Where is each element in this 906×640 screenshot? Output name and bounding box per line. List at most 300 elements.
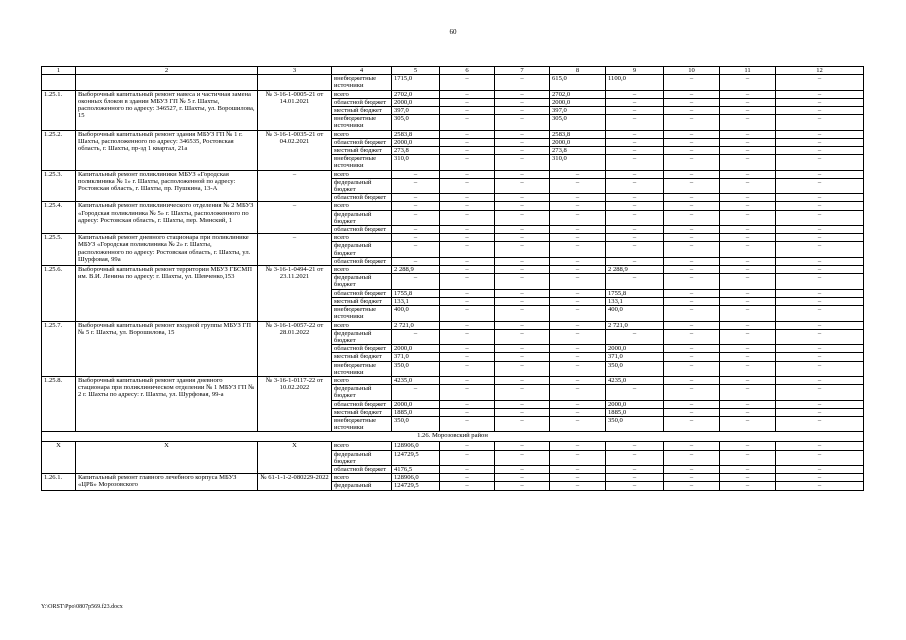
value-cell: – xyxy=(720,376,776,384)
value-cell: – xyxy=(495,226,550,234)
value-cell: – xyxy=(550,178,606,193)
value-cell: – xyxy=(720,226,776,234)
value-cell: – xyxy=(550,257,606,265)
value-cell: – xyxy=(550,345,606,353)
value-cell: 1100,0 xyxy=(606,75,664,90)
item-description: Выборочный капитальный ремонт входной группы МБУЗ ГП № 5 г. Шахты, ул. Ворошилова, 15 xyxy=(76,321,258,376)
value-cell: – xyxy=(776,376,864,384)
funding-source: всего xyxy=(332,234,392,242)
value-cell: – xyxy=(440,465,495,473)
value-cell: – xyxy=(495,90,550,98)
value-cell: – xyxy=(776,107,864,115)
value-cell: – xyxy=(776,98,864,106)
value-cell: – xyxy=(606,226,664,234)
table-row xyxy=(42,90,864,98)
value-cell: – xyxy=(606,130,664,138)
value-cell: – xyxy=(495,321,550,329)
value-cell: – xyxy=(664,465,720,473)
value-cell: – xyxy=(550,321,606,329)
funding-source: внебюджетные источники xyxy=(332,416,392,431)
value-cell: – xyxy=(550,482,606,490)
value-cell: – xyxy=(720,194,776,202)
column-number: 6 xyxy=(440,67,495,75)
value-cell: – xyxy=(440,408,495,416)
funding-source: всего xyxy=(332,474,392,482)
value-cell: – xyxy=(720,353,776,361)
value-cell: – xyxy=(664,107,720,115)
value-cell: – xyxy=(664,306,720,321)
value-cell: – xyxy=(440,376,495,384)
value-cell: – xyxy=(392,329,440,344)
funding-source: федеральный бюджет xyxy=(332,274,392,289)
value-cell: – xyxy=(664,345,720,353)
value-cell: – xyxy=(440,257,495,265)
value-cell: – xyxy=(495,289,550,297)
item-description: Х xyxy=(76,442,258,474)
value-cell: 2 721,0 xyxy=(606,321,664,329)
column-number: 4 xyxy=(332,67,392,75)
value-cell: 305,0 xyxy=(550,115,606,130)
value-cell: – xyxy=(664,385,720,400)
value-cell: – xyxy=(495,147,550,155)
value-cell: – xyxy=(440,321,495,329)
value-cell: – xyxy=(392,178,440,193)
value-cell: – xyxy=(720,482,776,490)
value-cell: – xyxy=(664,400,720,408)
value-cell: – xyxy=(606,90,664,98)
value-cell: – xyxy=(664,257,720,265)
value-cell: 400,0 xyxy=(392,306,440,321)
item-description xyxy=(76,75,258,90)
value-cell: – xyxy=(664,194,720,202)
funding-source: областной бюджет xyxy=(332,400,392,408)
value-cell: – xyxy=(392,210,440,225)
value-cell: – xyxy=(440,450,495,465)
item-description: Выборочный капитальный ремонт территории МБУЗ ГБСМП им. В.И. Ленина по адресу: г. Шахты, ул. Шевченко,153 xyxy=(76,266,258,321)
value-cell: – xyxy=(720,210,776,225)
value-cell: – xyxy=(664,75,720,90)
value-cell: – xyxy=(550,202,606,210)
value-cell: – xyxy=(440,130,495,138)
value-cell: 2 288,9 xyxy=(392,266,440,274)
value-cell: – xyxy=(495,138,550,146)
value-cell: 2000,0 xyxy=(606,345,664,353)
value-cell: – xyxy=(550,194,606,202)
funding-source: внебюджетные источники xyxy=(332,155,392,170)
value-cell: – xyxy=(664,376,720,384)
value-cell: – xyxy=(495,400,550,408)
funding-source: областной бюджет xyxy=(332,257,392,265)
value-cell: – xyxy=(776,297,864,305)
value-cell: – xyxy=(720,257,776,265)
funding-source: всего xyxy=(332,202,392,210)
item-description: Выборочный капитальный ремонт здания дневного стационара при поликлиническом отделении № 1 МБУЗ ГП № 2 г. Шахты по адресу: г. Шахты, ул. Шурфовая, 99-а xyxy=(76,376,258,431)
value-cell: 4235,0 xyxy=(606,376,664,384)
value-cell: – xyxy=(776,155,864,170)
value-cell: 273,8 xyxy=(392,147,440,155)
funding-source: внебюджетные источники xyxy=(332,361,392,376)
value-cell: – xyxy=(720,321,776,329)
value-cell: 2 288,9 xyxy=(606,266,664,274)
value-cell: – xyxy=(392,257,440,265)
funding-source: всего xyxy=(332,90,392,98)
value-cell: – xyxy=(495,257,550,265)
item-number: 1.25.6. xyxy=(42,266,76,321)
value-cell: 615,0 xyxy=(550,75,606,90)
value-cell: – xyxy=(440,329,495,344)
value-cell: – xyxy=(440,297,495,305)
value-cell: – xyxy=(776,329,864,344)
value-cell: – xyxy=(550,450,606,465)
value-cell: – xyxy=(495,306,550,321)
value-cell: – xyxy=(550,465,606,473)
item-number: 1.25.5. xyxy=(42,234,76,266)
value-cell: 128906,0 xyxy=(392,442,440,450)
item-description: Выборочный капитальный ремонт навеса и частичная замена оконных блоков в здании МБУЗ ГП № 5 г. Шахты, расположенного по адресу: 346527, г. Шахты, ул. Ворошилова, 15 xyxy=(76,90,258,130)
value-cell: – xyxy=(440,266,495,274)
funding-source: федеральный xyxy=(332,482,392,490)
value-cell: – xyxy=(550,234,606,242)
value-cell: – xyxy=(495,474,550,482)
value-cell: – xyxy=(550,289,606,297)
value-cell: – xyxy=(776,147,864,155)
value-cell: 2 721,0 xyxy=(392,321,440,329)
value-cell: – xyxy=(440,345,495,353)
value-cell: 1755,8 xyxy=(606,289,664,297)
value-cell: 2000,0 xyxy=(550,138,606,146)
value-cell: – xyxy=(776,450,864,465)
table-row xyxy=(42,442,864,450)
value-cell: – xyxy=(550,376,606,384)
value-cell: – xyxy=(495,210,550,225)
value-cell: – xyxy=(495,361,550,376)
value-cell: 2000,0 xyxy=(392,345,440,353)
funding-source: местный бюджет xyxy=(332,147,392,155)
value-cell: – xyxy=(664,98,720,106)
value-cell: – xyxy=(720,345,776,353)
value-cell: – xyxy=(440,107,495,115)
value-cell: – xyxy=(776,202,864,210)
value-cell: 133,1 xyxy=(606,297,664,305)
permit-number xyxy=(258,75,332,90)
table-row xyxy=(42,202,864,210)
value-cell: – xyxy=(664,353,720,361)
value-cell: – xyxy=(664,321,720,329)
funding-source: внебюджетные источники xyxy=(332,75,392,90)
item-number: 1.25.7. xyxy=(42,321,76,376)
financing-table xyxy=(41,66,864,491)
value-cell: – xyxy=(720,450,776,465)
value-cell: 2000,0 xyxy=(392,98,440,106)
column-number: 8 xyxy=(550,67,606,75)
value-cell: – xyxy=(440,210,495,225)
funding-source: федеральный бюджет xyxy=(332,385,392,400)
value-cell: – xyxy=(776,75,864,90)
value-cell: – xyxy=(720,465,776,473)
value-cell: – xyxy=(495,266,550,274)
value-cell: 1715,0 xyxy=(392,75,440,90)
value-cell: – xyxy=(550,416,606,431)
value-cell: – xyxy=(606,482,664,490)
value-cell: – xyxy=(495,178,550,193)
value-cell: – xyxy=(776,115,864,130)
value-cell: – xyxy=(550,266,606,274)
funding-source: всего xyxy=(332,321,392,329)
funding-source: областной бюджет xyxy=(332,138,392,146)
value-cell: – xyxy=(495,465,550,473)
item-description: Выборочный капитальный ремонт здания МБУЗ ГП № 1 г. Шахты, расположенного по адресу: 346535, Ростовская область, г. Шахты, пр-зд 1 квартал, 21а xyxy=(76,130,258,170)
value-cell: – xyxy=(440,416,495,431)
value-cell: – xyxy=(664,361,720,376)
value-cell: 305,0 xyxy=(392,115,440,130)
value-cell: – xyxy=(776,400,864,408)
value-cell: – xyxy=(720,474,776,482)
item-description: Капитальный ремонт главного лечебного корпуса МБУЗ «ЦРБ» Морозовского xyxy=(76,474,258,490)
value-cell: – xyxy=(440,274,495,289)
value-cell: – xyxy=(664,178,720,193)
value-cell: 4235,0 xyxy=(392,376,440,384)
value-cell: – xyxy=(495,416,550,431)
value-cell: – xyxy=(495,130,550,138)
value-cell: – xyxy=(550,170,606,178)
value-cell: – xyxy=(606,194,664,202)
value-cell: – xyxy=(720,289,776,297)
value-cell: – xyxy=(720,329,776,344)
value-cell: – xyxy=(720,400,776,408)
funding-source: областной бюджет xyxy=(332,289,392,297)
value-cell: – xyxy=(606,115,664,130)
item-description: Капитальный ремонт поликлиники МБУЗ «Городская поликлиника № 1» г. Шахты, расположенной по адресу: Ростовская область, г. Шахты, пр. Пушкина, 13-А xyxy=(76,170,258,202)
value-cell: – xyxy=(664,210,720,225)
column-number: 12 xyxy=(776,67,864,75)
value-cell: – xyxy=(664,474,720,482)
value-cell: 310,0 xyxy=(392,155,440,170)
value-cell: – xyxy=(664,170,720,178)
value-cell: – xyxy=(776,242,864,257)
value-cell: 2000,0 xyxy=(550,98,606,106)
value-cell: – xyxy=(550,385,606,400)
value-cell: – xyxy=(606,474,664,482)
value-cell: – xyxy=(664,234,720,242)
permit-number: № 3-16-1-0117-22 от 10.02.2022 xyxy=(258,376,332,431)
column-number: 3 xyxy=(258,67,332,75)
column-number: 9 xyxy=(606,67,664,75)
value-cell: – xyxy=(495,155,550,170)
value-cell: 124729,5 xyxy=(392,482,440,490)
permit-number: № 3-16-1-0035-21 от 04.02.2021 xyxy=(258,130,332,170)
value-cell: 2583,8 xyxy=(392,130,440,138)
value-cell: – xyxy=(392,194,440,202)
funding-source: всего xyxy=(332,130,392,138)
value-cell: 310,0 xyxy=(550,155,606,170)
funding-source: федеральный бюджет xyxy=(332,210,392,225)
value-cell: – xyxy=(606,210,664,225)
value-cell: – xyxy=(664,202,720,210)
item-number: 1.25.4. xyxy=(42,202,76,234)
value-cell: – xyxy=(664,226,720,234)
value-cell: – xyxy=(720,98,776,106)
item-number: 1.25.1. xyxy=(42,90,76,130)
section-heading: 1.26. Морозовский район xyxy=(42,432,864,442)
value-cell: – xyxy=(720,361,776,376)
permit-number: – xyxy=(258,234,332,266)
value-cell: – xyxy=(606,442,664,450)
funding-source: внебюджетные источники xyxy=(332,115,392,130)
value-cell: – xyxy=(440,75,495,90)
value-cell: 397,0 xyxy=(550,107,606,115)
value-cell: – xyxy=(664,408,720,416)
value-cell: – xyxy=(720,442,776,450)
value-cell: – xyxy=(392,242,440,257)
value-cell: – xyxy=(392,170,440,178)
value-cell: – xyxy=(720,408,776,416)
value-cell: – xyxy=(495,115,550,130)
value-cell: – xyxy=(606,202,664,210)
value-cell: 350,0 xyxy=(606,416,664,431)
value-cell: – xyxy=(664,274,720,289)
value-cell: – xyxy=(495,194,550,202)
value-cell: – xyxy=(776,138,864,146)
item-number: 1.25.2. xyxy=(42,130,76,170)
value-cell: – xyxy=(392,234,440,242)
value-cell: – xyxy=(495,297,550,305)
value-cell: – xyxy=(440,242,495,257)
table-row xyxy=(42,75,864,90)
value-cell: – xyxy=(606,234,664,242)
value-cell: – xyxy=(606,98,664,106)
value-cell: – xyxy=(776,178,864,193)
column-number: 7 xyxy=(495,67,550,75)
value-cell: 371,0 xyxy=(392,353,440,361)
value-cell: – xyxy=(720,170,776,178)
value-cell: – xyxy=(495,345,550,353)
value-cell: – xyxy=(550,226,606,234)
value-cell: – xyxy=(440,202,495,210)
value-cell: – xyxy=(720,107,776,115)
value-cell: – xyxy=(440,289,495,297)
value-cell: – xyxy=(720,274,776,289)
value-cell: – xyxy=(392,274,440,289)
table-row xyxy=(42,321,864,329)
value-cell: – xyxy=(440,385,495,400)
permit-number: – xyxy=(258,170,332,202)
value-cell: – xyxy=(720,138,776,146)
value-cell: – xyxy=(550,274,606,289)
value-cell: – xyxy=(720,234,776,242)
value-cell: – xyxy=(495,170,550,178)
value-cell: – xyxy=(495,329,550,344)
item-description: Капитальный ремонт поликлинического отделения № 2 МБУЗ «Городская поликлиника № 5» г. Шахты, расположенного по адресу: Ростовская область, г. Шахты, пер. Минский, 1 xyxy=(76,202,258,234)
page-number: 60 xyxy=(449,28,457,36)
value-cell: – xyxy=(664,147,720,155)
value-cell: 350,0 xyxy=(392,416,440,431)
column-numbers-row xyxy=(42,67,864,75)
funding-source: всего xyxy=(332,266,392,274)
value-cell: – xyxy=(776,170,864,178)
value-cell: 350,0 xyxy=(606,361,664,376)
value-cell: – xyxy=(440,361,495,376)
value-cell: – xyxy=(606,274,664,289)
value-cell: – xyxy=(392,385,440,400)
value-cell: – xyxy=(440,147,495,155)
item-number: 1.25.8. xyxy=(42,376,76,431)
value-cell: – xyxy=(440,194,495,202)
value-cell: – xyxy=(776,306,864,321)
item-number: 1.26.1. xyxy=(42,474,76,490)
value-cell: 2000,0 xyxy=(606,400,664,408)
value-cell: – xyxy=(776,130,864,138)
value-cell: – xyxy=(776,442,864,450)
value-cell: 2702,0 xyxy=(550,90,606,98)
value-cell: – xyxy=(776,353,864,361)
funding-source: федеральный бюджет xyxy=(332,242,392,257)
value-cell: – xyxy=(664,138,720,146)
funding-source: областной бюджет xyxy=(332,345,392,353)
value-cell: – xyxy=(550,361,606,376)
value-cell: – xyxy=(606,242,664,257)
value-cell: – xyxy=(720,130,776,138)
value-cell: – xyxy=(550,242,606,257)
value-cell: – xyxy=(606,329,664,344)
value-cell: – xyxy=(776,474,864,482)
value-cell: – xyxy=(440,178,495,193)
value-cell: – xyxy=(495,385,550,400)
value-cell: 2583,8 xyxy=(550,130,606,138)
value-cell: – xyxy=(664,297,720,305)
value-cell: – xyxy=(720,178,776,193)
funding-source: всего xyxy=(332,442,392,450)
value-cell: 2000,0 xyxy=(392,400,440,408)
value-cell: – xyxy=(440,155,495,170)
value-cell: – xyxy=(776,321,864,329)
value-cell: – xyxy=(495,442,550,450)
value-cell: 133,1 xyxy=(392,297,440,305)
permit-number: № 3-16-1-0057-22 от 28.01.2022 xyxy=(258,321,332,376)
value-cell: – xyxy=(776,408,864,416)
permit-number: Х xyxy=(258,442,332,474)
value-cell: – xyxy=(550,400,606,408)
funding-source: областной бюджет xyxy=(332,465,392,473)
value-cell: – xyxy=(664,115,720,130)
value-cell: – xyxy=(495,376,550,384)
value-cell: – xyxy=(440,138,495,146)
column-number: 5 xyxy=(392,67,440,75)
value-cell: – xyxy=(776,345,864,353)
value-cell: – xyxy=(550,329,606,344)
funding-source: внебюджетные источники xyxy=(332,306,392,321)
value-cell: – xyxy=(776,482,864,490)
funding-source: областной бюджет xyxy=(332,98,392,106)
value-cell: – xyxy=(776,234,864,242)
value-cell: – xyxy=(440,400,495,408)
value-cell: – xyxy=(664,155,720,170)
table-row xyxy=(42,170,864,178)
value-cell: 2702,0 xyxy=(392,90,440,98)
value-cell: – xyxy=(550,297,606,305)
value-cell: – xyxy=(776,226,864,234)
column-number: 2 xyxy=(76,67,258,75)
value-cell: – xyxy=(720,306,776,321)
value-cell: – xyxy=(606,138,664,146)
table-row xyxy=(42,432,864,442)
value-cell: 371,0 xyxy=(606,353,664,361)
value-cell: – xyxy=(440,474,495,482)
column-number: 10 xyxy=(664,67,720,75)
value-cell: 400,0 xyxy=(606,306,664,321)
value-cell: – xyxy=(495,408,550,416)
funding-source: всего xyxy=(332,376,392,384)
value-cell: – xyxy=(440,306,495,321)
